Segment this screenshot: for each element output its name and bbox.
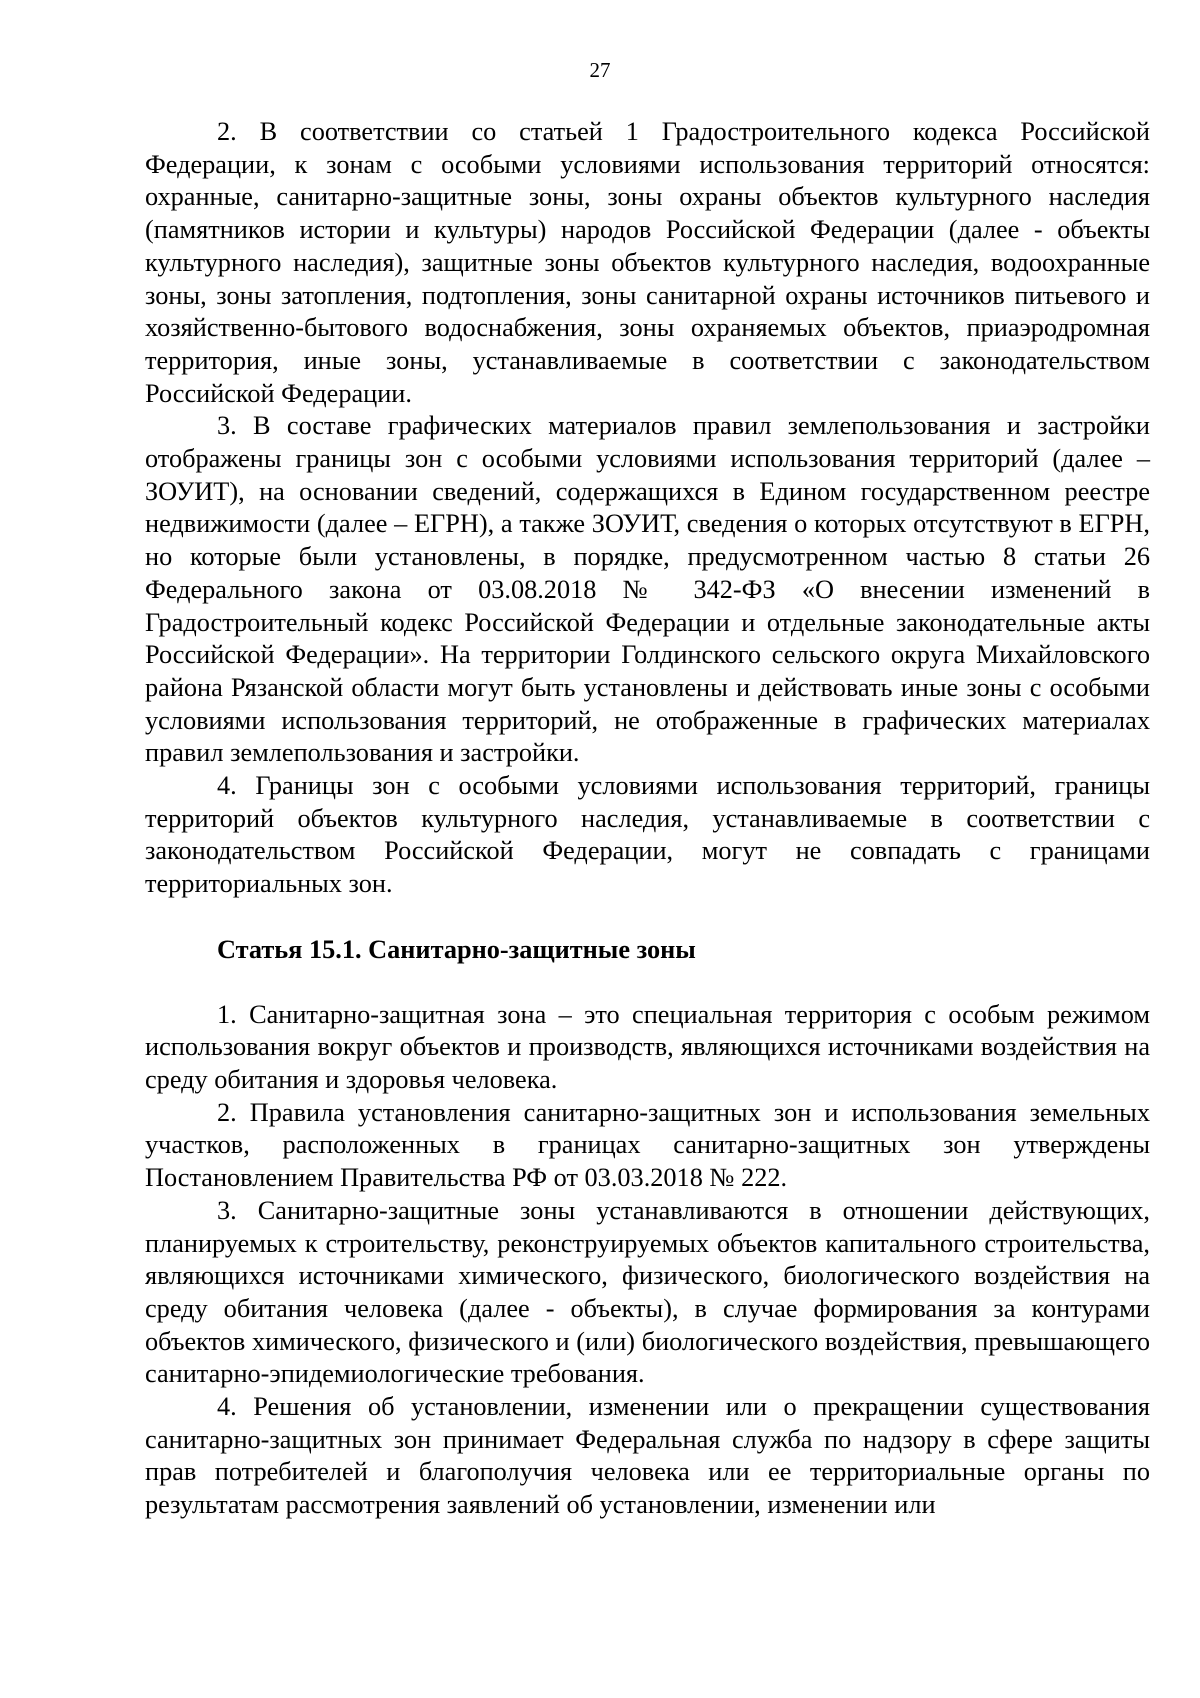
paragraph-article-3: 3. Санитарно-защитные зоны устанавливаются в отношении действующих, планируемых к строительству, реконструируемых объектов капитального строительства, являющихся источниками химического, физического, биологического воздействия на среду обитания человека (далее - объекты), в случае формирования за контурами объектов химического, физического и (или) биологического воздействия, превышающего санитарно-эпидемиологические требования.: [145, 1195, 1150, 1389]
paragraph-article-2: 2. Правила установления санитарно-защитных зон и использования земельных участков, расположенных в границах санитарно-защитных зон утверждены Постановлением Правительства РФ от 03.03.2018 № 222.: [145, 1097, 1150, 1193]
page-content: [145, 116, 1150, 1522]
paragraph-article-4: 4. Решения об установлении, изменении или о прекращении существования санитарно-защитных зон принимает Федеральная служба по надзору в сфере защиты прав потребителей и благополучия человека или ее территориальные органы по результатам рассмотрения заявлений об установлении, изменении или: [145, 1392, 1150, 1520]
paragraph-intro-4: 4. Границы зон с особыми условиями использования территорий, границы территорий объектов культурного наследия, устанавливаемые в соответствии с законодательством Российской Федерации, могут не совпадать с границами территориальных зон.: [145, 771, 1150, 899]
page-number: 27: [589, 58, 611, 82]
paragraph-intro-3: 3. В составе графических материалов правил землепользования и застройки отображены границы зон с особыми условиями использования территорий (далее – ЗОУИТ), на основании сведений, содержащихся в Едином государственном реестре недвижимости (далее – ЕГРН), а также ЗОУИТ, сведения о которых отсутствуют в ЕГРН, но которые были установлены, в порядке, предусмотренном частью 8 статьи 26 Федерального закона от 03.08.2018 № 342-ФЗ «О внесении изменений в Градостроительный кодекс Российской Федерации и отдельные законодательные акты Российской Федерации». На территории Голдинского сельского округа Михайловского района Рязанской области могут быть установлены и действовать иные зоны с особыми условиями использования территорий, не отображенные в графических материалах правил землепользования и застройки.: [145, 411, 1150, 768]
paragraph-article-1: 1. Санитарно-защитная зона – это специальная территория с особым режимом использования вокруг объектов и производств, являющихся источниками воздействия на среду обитания и здоровья человека.: [145, 999, 1150, 1094]
article-heading: Статья 15.1. Санитарно-защитные зоны: [217, 934, 696, 964]
paragraph-intro-2: 2. В соответствии со статьей 1 Градостроительного кодекса Российской Федерации, к зонам с особыми условиями использования территорий относятся: охранные, санитарно-защитные зоны, зоны охраны объектов культурного наследия (памятников истории и культуры) народов Российской Федерации (далее - объекты культурного наследия), защитные зоны объектов культурного наследия, водоохранные зоны, зоны затопления, подтопления, зоны санитарной охраны источников питьевого и хозяйственно-бытового водоснабжения, зоны охраняемых объектов, приаэродромная территория, иные зоны, устанавливаемые в соответствии с законодательством Российской Федерации.: [145, 117, 1150, 408]
